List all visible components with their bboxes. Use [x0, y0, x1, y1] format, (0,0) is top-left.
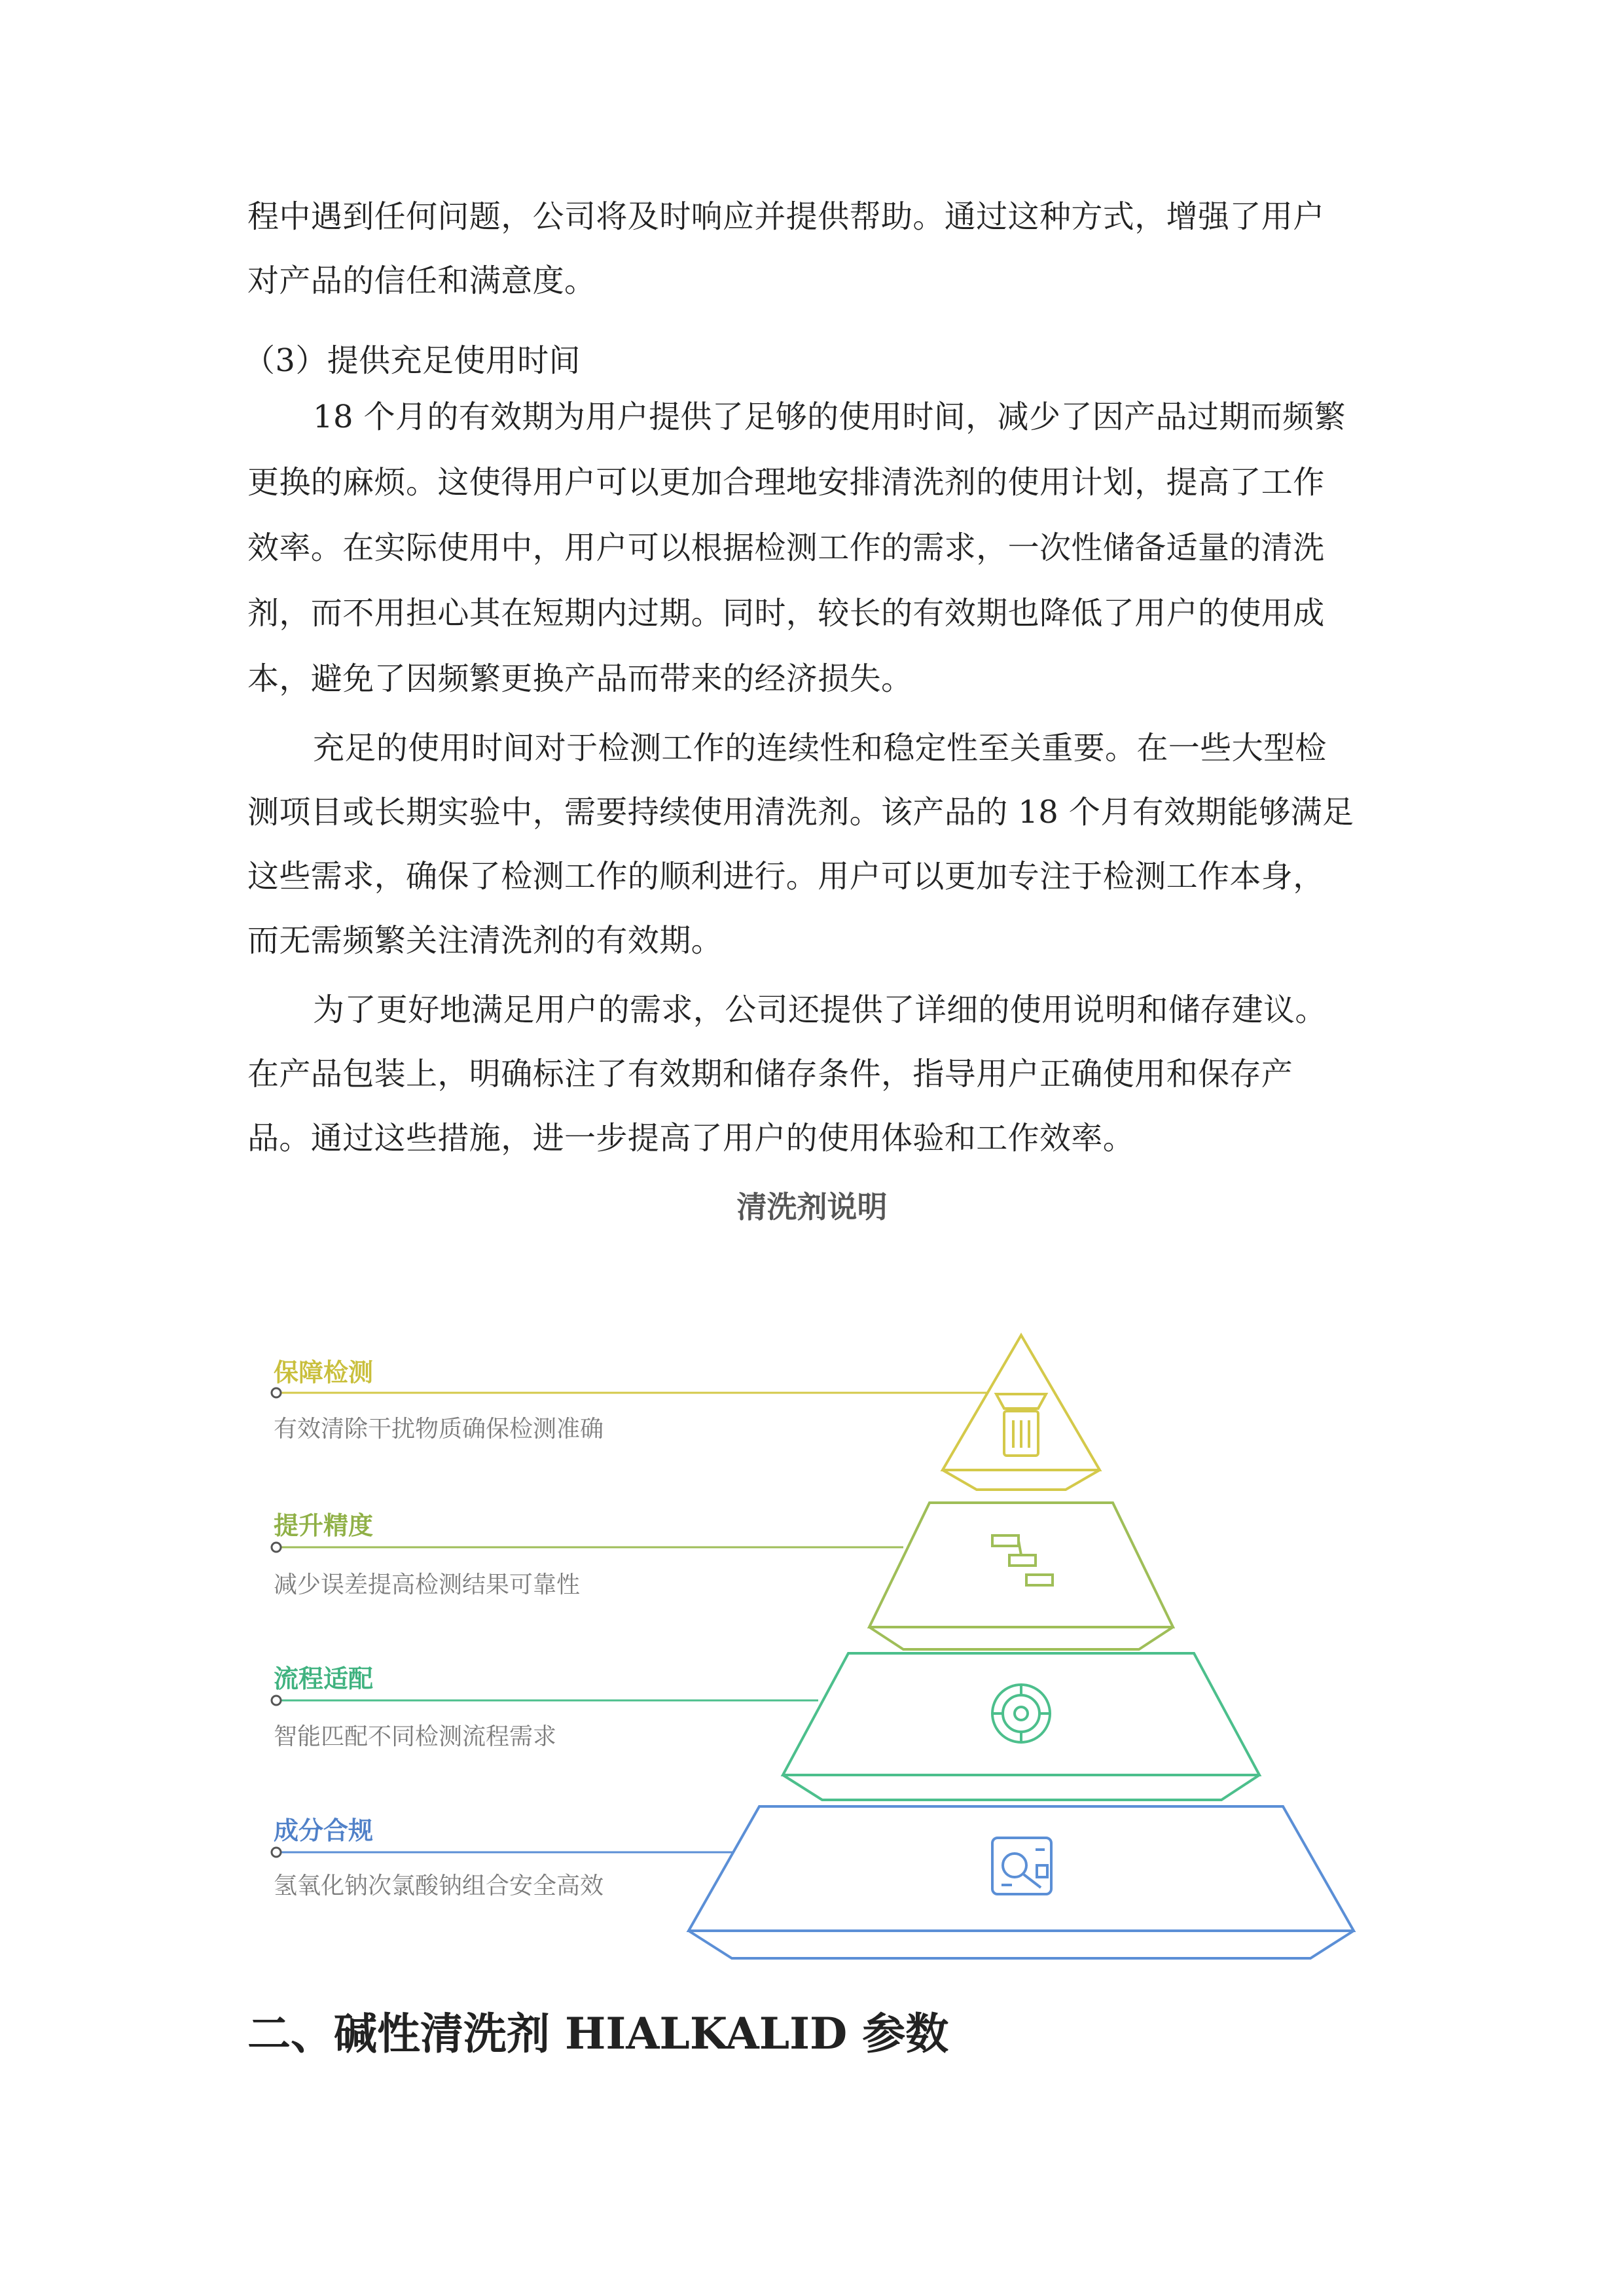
tier-3-title: 流程适配	[274, 1664, 374, 1693]
precision-icon	[992, 1535, 1053, 1585]
tier-1-desc: 有效清除干扰物质确保检测准确	[274, 1416, 604, 1443]
paragraph-line: 效率。在实际使用中，用户可以根据检测工作的需求，一次性储备适量的清洗	[247, 529, 1325, 566]
detection-icon	[996, 1394, 1046, 1456]
tier-3-desc: 智能匹配不同检测流程需求	[274, 1723, 557, 1750]
tier-2-title: 提升精度	[274, 1511, 374, 1540]
paragraph-line: 在产品包装上，明确标注了有效期和储存条件，指导用户正确使用和保存产	[247, 1056, 1293, 1092]
paragraph-line: 而无需频繁关注清洗剂的有效期。	[247, 922, 723, 959]
subheading: （3）提供充足使用时间	[244, 342, 581, 379]
paragraph-line: 剂，而不用担心其在短期内过期。同时，较长的有效期也降低了用户的使用成	[247, 595, 1325, 632]
paragraph-line: 对产品的信任和满意度。	[247, 262, 596, 299]
section-heading: 二、碱性清洗剂 HIALKALID 参数	[247, 2008, 949, 2059]
process-icon	[992, 1685, 1050, 1742]
compliance-icon	[992, 1838, 1051, 1894]
paragraph-line: 测项目或长期实验中，需要持续使用清洗剂。该产品的 18 个月有效期能够满足	[247, 794, 1354, 831]
paragraph-line: 18 个月的有效期为用户提供了足够的使用时间，减少了因产品过期而频繁	[313, 399, 1346, 435]
paragraph-line: 充足的使用时间对于检测工作的连续性和稳定性至关重要。在一些大型检	[313, 730, 1327, 766]
paragraph-line: 程中遇到任何问题，公司将及时响应并提供帮助。通过这种方式，增强了用户	[247, 198, 1325, 235]
tier-1-title: 保障检测	[274, 1358, 374, 1387]
tier-4-title: 成分合规	[274, 1816, 374, 1845]
paragraph-line: 本，避免了因频繁更换产品而带来的经济损失。	[247, 660, 913, 697]
paragraph-line: 为了更好地满足用户的需求，公司还提供了详细的使用说明和储存建议。	[313, 992, 1327, 1028]
figure-title: 清洗剂说明	[736, 1189, 888, 1225]
tier-2-desc: 减少误差提高检测结果可靠性	[274, 1571, 581, 1598]
paragraph-line: 品。通过这些措施，进一步提高了用户的使用体验和工作效率。	[247, 1120, 1135, 1157]
paragraph-line: 这些需求，确保了检测工作的顺利进行。用户可以更加专注于检测工作本身，	[247, 858, 1325, 895]
tier-4-desc: 氢氧化钠次氯酸钠组合安全高效	[274, 1873, 604, 1899]
paragraph-line: 更换的麻烦。这使得用户可以更加合理地安排清洗剂的使用计划，提高了工作	[247, 464, 1325, 501]
